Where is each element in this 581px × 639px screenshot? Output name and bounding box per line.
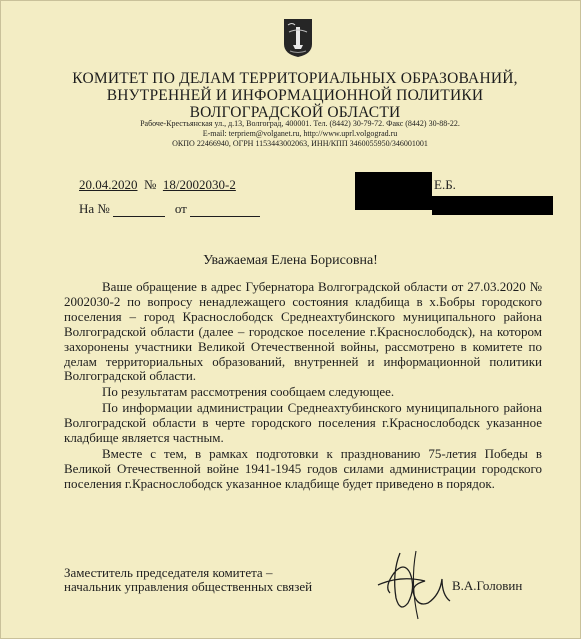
signer-position [64,566,312,594]
body-paragraph: Вместе с тем, в рамках подготовки к празднованию 75-летия Победы в Великой Отечественной войне 1941-1945 годов силами администрации городского поселения г.Краснослободск указанное кладбище будет приведено в порядок. [64,445,542,491]
reference-number-label: На № [79,201,110,216]
incoming-reference [79,201,260,217]
number-sign: № [144,177,157,192]
org-title-line: КОМИТЕТ ПО ДЕЛАМ ТЕРРИТОРИАЛЬНЫХ ОБРАЗОВАНИЙ, [72,70,518,87]
registry-codes-line: ОКПО 22466940, ОГРН 1153443002063, ИНН/КПП 3460055950/346001001 [172,139,428,148]
signer-position-line: начальник управления общественных связей [64,579,313,594]
addressee-initials: Е.Б. [434,177,456,192]
coat-of-arms-icon [283,18,313,58]
letter-body [64,280,542,492]
body-paragraph: По информации администрации Среднеахтубинского муниципального района Волгоградской области в черте городского поселения г.Краснослободск указанное кладбище является частным. [64,400,542,446]
reference-date-label: от [174,201,187,216]
organization-title [60,70,530,121]
redaction-block [355,172,432,210]
handwritten-signature [370,543,460,623]
salutation: Уважаемая Елена Борисовна! [203,253,378,268]
letter-date: 20.04.2020 [79,177,138,192]
email-web-line: E-mail: terpriem@volganet.ru, http://www.uprl.volgograd.ru [202,129,398,138]
org-title-line: ВНУТРЕННЕЙ И ИНФОРМАЦИОННОЙ ПОЛИТИКИ [106,87,484,104]
outgoing-registration [79,177,236,193]
reference-date-blank [190,204,260,217]
body-paragraph: По результатам рассмотрения сообщаем следующее. [102,384,395,400]
signer-name: В.А.Головин [452,578,523,593]
redaction-block [432,196,553,215]
org-title-line: ВОЛГОГРАДСКОЙ ОБЛАСТИ [189,104,401,121]
address-phone-line: Рабоче-Крестьянская ул., д.13, Волгоград, 400001. Тел. (8442) 30-79-72. Факс (8442) 30-88-22. [140,119,460,128]
letter-number: 18/2002030-2 [162,177,236,192]
signer-position-line: Заместитель председателя комитета – [64,565,273,580]
body-paragraph: Ваше обращение в адрес Губернатора Волгоградской области от 27.03.2020 № 2002030-2 по вопросу ненадлежащего состояния кладбища в х.Бобры городского поселения – город Краснослободск Среднеахтубинского муниципального района Волгоградской области (далее – городское поселение г.Краснослободск), на котором захоронены участники Великой Отечественной войны, рассмотрено в комитете по делам территориальных образований, внутренней и информационной политики Волгоградской области. [64,279,542,384]
reference-number-blank [113,204,165,217]
contact-details [100,119,500,149]
